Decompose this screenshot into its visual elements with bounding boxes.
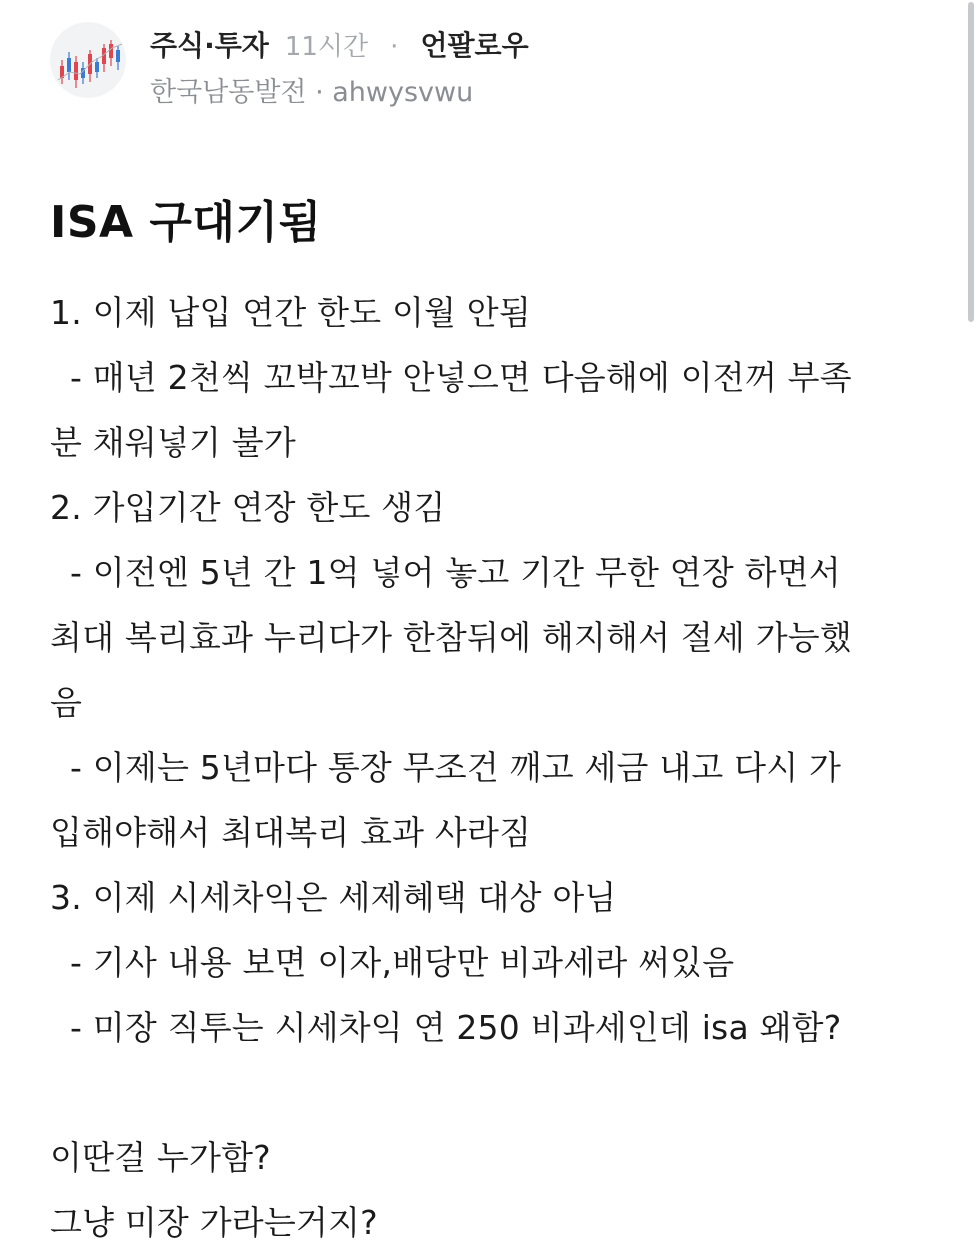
unfollow-button[interactable]: 언팔로우 [420, 29, 529, 62]
body-line: - 이제는 5년마다 통장 무조건 깨고 세금 내고 다시 가 [70, 748, 842, 787]
post-time: 11시간 [284, 32, 369, 62]
candlestick-chart-icon [50, 22, 126, 98]
body-line: - 이전엔 5년 간 1억 넣어 놓고 기간 무한 연장 하면서 [70, 553, 841, 592]
body-line: 1. 이제 납입 연간 한도 이월 안됨 [50, 293, 531, 332]
body-line: 이딴걸 누가함? [50, 1138, 271, 1177]
post-header [50, 22, 529, 109]
body-blank-line [50, 1060, 930, 1125]
body-line: 3. 이제 시세차익은 세제혜택 대상 아님 [50, 878, 617, 917]
meta-separator: · [390, 32, 399, 62]
post-meta [150, 22, 529, 109]
body-line: 분 채워넣기 불가 [50, 423, 296, 462]
body-line: 그냥 미장 가라는거지? [50, 1203, 378, 1242]
channel-name[interactable]: 주식·투자 [150, 29, 269, 62]
body-line: 2. 가입기간 연장 한도 생김 [50, 488, 446, 527]
body-line: 입해야해서 최대복리 효과 사라짐 [50, 813, 532, 852]
author-line[interactable]: 한국남동발전 · ahwysvwu [150, 77, 474, 108]
body-line: - 미장 직투는 시세차익 연 250 비과세인데 isa 왜함? [70, 1008, 842, 1047]
post-title: ISA 구대기됨 [50, 197, 322, 248]
body-line: - 매년 2천씩 꼬박꼬박 안넣으면 다음해에 이전꺼 부족 [70, 358, 852, 397]
body-line: 음 [50, 683, 83, 722]
body-line: - 기사 내용 보면 이자,배당만 비과세라 써있음 [70, 943, 735, 982]
channel-avatar[interactable] [50, 22, 126, 98]
post-body [50, 280, 930, 1255]
scrollbar[interactable] [968, 2, 974, 322]
body-line: 최대 복리효과 누리다가 한참뒤에 해지해서 절세 가능했 [50, 618, 852, 657]
